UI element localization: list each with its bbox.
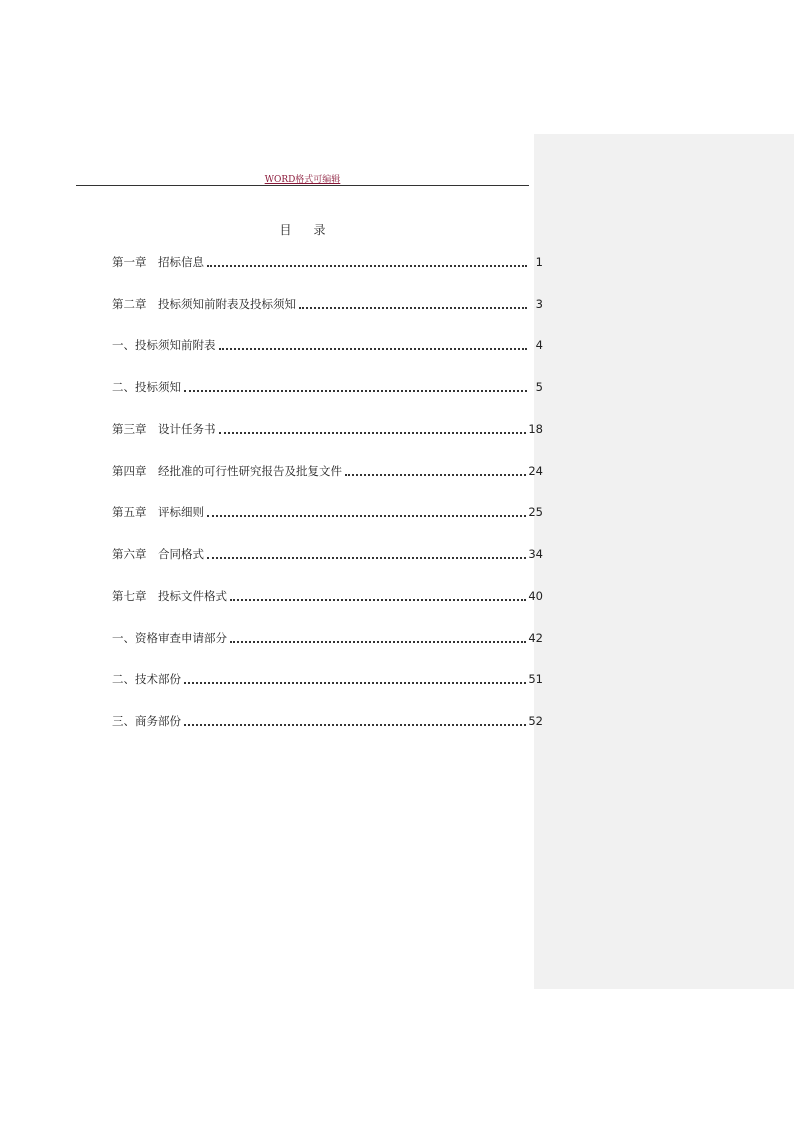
toc-entry[interactable]: [112, 588, 543, 604]
toc-page-number: 25: [528, 505, 543, 519]
toc-entry[interactable]: [112, 713, 543, 729]
toc-entry-label: 第七章 投标文件格式: [112, 589, 227, 603]
toc-page-number: 24: [528, 464, 543, 478]
toc-page-number: 5: [535, 380, 543, 394]
toc-entry[interactable]: [112, 630, 543, 646]
toc-entry-label: 第一章 招标信息: [112, 255, 204, 269]
toc-entry[interactable]: [112, 337, 543, 353]
toc-leader: [345, 474, 526, 476]
toc-leader: [219, 432, 527, 434]
toc-entry[interactable]: [112, 671, 543, 687]
toc-page-number: 52: [528, 714, 543, 728]
toc-leader: [230, 641, 526, 643]
toc-entry[interactable]: [112, 504, 543, 520]
toc-entry[interactable]: [112, 463, 543, 479]
toc-leader: [207, 515, 526, 517]
toc-entry-label: 第六章 合同格式: [112, 547, 204, 561]
toc-entry-label: 一、资格审查申请部分: [112, 631, 227, 645]
toc-entry-label: 二、技术部份: [112, 672, 181, 686]
header-rule: [76, 185, 529, 186]
toc-leader: [184, 724, 526, 726]
toc-leader: [207, 265, 527, 267]
toc-leader: [219, 348, 528, 350]
toc-entry-label: 一、投标须知前附表: [112, 338, 216, 352]
toc-entry-label: 三、商务部份: [112, 714, 181, 728]
toc-page-number: 3: [535, 297, 543, 311]
toc-page-number: 40: [528, 589, 543, 603]
toc-leader: [184, 682, 526, 684]
toc-title: 目录: [279, 223, 348, 237]
toc-leader: [184, 390, 527, 392]
toc-entry-label: 第四章 经批准的可行性研究报告及批复文件: [112, 464, 342, 478]
toc-page-number: 1: [535, 255, 543, 269]
toc-entry-label: 第三章 设计任务书: [112, 422, 216, 436]
toc-entry-label: 二、投标须知: [112, 380, 181, 394]
toc-leader: [299, 307, 527, 309]
toc-page-number: 18: [528, 422, 543, 436]
toc-entry[interactable]: [112, 379, 543, 395]
toc-entry-label: 第五章 评标细则: [112, 505, 204, 519]
toc-page-number: 51: [528, 672, 543, 686]
toc-entry-label: 第二章 投标须知前附表及投标须知: [112, 297, 296, 311]
toc-page-number: 4: [535, 338, 543, 352]
toc-page-number: 34: [528, 547, 543, 561]
page-header: WORD格式可编辑: [264, 175, 341, 185]
toc-entry[interactable]: [112, 421, 543, 437]
toc-leader: [207, 557, 526, 559]
toc-entry[interactable]: [112, 546, 543, 562]
toc-leader: [230, 599, 526, 601]
comment-pane: [534, 134, 794, 989]
toc-page-number: 42: [528, 631, 543, 645]
toc-entry[interactable]: [112, 254, 543, 270]
toc-entry[interactable]: [112, 296, 543, 312]
